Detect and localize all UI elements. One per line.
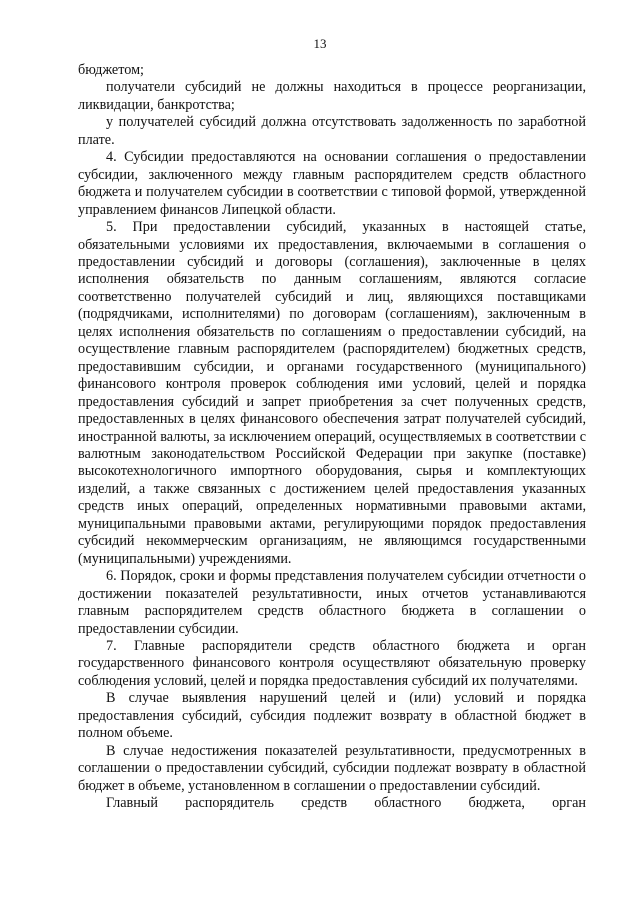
paragraph-item-4: 4. Субсидии предоставляются на основании соглашения о предоставлении субсидии, заключенного между главным распорядителем средств областного бюджета и получателем субсидии в соответствии с типовой формой, утвержденной управлением финансов Липецкой области.	[78, 149, 586, 218]
paragraph-indicators-refund: В случае недостижения показателей результативности, предусмотренных в соглашении о предоставлении субсидий, субсидии подлежат возврату в областной бюджет в объеме, установленном в соглашении о предоставлении субсидий.	[78, 742, 586, 794]
paragraph-item-5: 5. При предоставлении субсидий, указанных в настоящей статье, обязательными условиями их предоставления, включаемыми в соглашения о предоставлении субсидий и договоры (соглашения), заключенные в целях исполнения обязательств по данным соглашениям, являются согласие соответственно получателей субсидий и лиц, являющихся поставщиками (подрядчиками, исполнителями) по договорам (соглашениям), заключенным в целях исполнения обязательств по соглашениям о предоставлении субсидий, на осуществление главным распорядителем (распорядителем) бюджетных средств, предоставившим субсидии, и органами государственного (муниципального) финансового контроля проверок соблюдения ими условий, целей и порядка предоставления субсидий и запрет приобретения за счет полученных средств, предоставленных в целях финансового обеспечения затрат получателей субсидий, иностранной валюты, за исключением операций, осуществляемых в соответствии с валютным законодательством Российской Федерации при закупке (поставке) высокотехнологичного импортного оборудования, сырья и комплектующих изделий, а также связанных с достижением целей предоставления указанных средств иных операций, определенных нормативными правовыми актами, муниципальными правовыми актами, регулирующими порядок предоставления субсидий некоммерческим организациям, не являющимся государственными (муниципальными) учреждениями.	[78, 219, 586, 567]
paragraph-item-7: 7. Главные распорядители средств областного бюджета и орган государственного финансового контроля осуществляют обязательную проверку соблюдения условий, целей и порядка предоставления субсидий их получателями.	[78, 637, 586, 689]
paragraph-chief-administrator: Главный распорядитель средств областного бюджета, орган	[106, 795, 586, 812]
paragraph-reorganization: получатели субсидий не должны находиться в процессе реорганизации, ликвидации, банкротства;	[78, 79, 586, 113]
paragraph-item-6: 6. Порядок, сроки и формы представления получателем субсидии отчетности о достижении показателей результативности, иных отчетов устанавливаются главным распорядителем средств областного бюджета в соглашении о предоставлении субсидии.	[78, 568, 586, 637]
paragraph-continuation: бюджетом;	[78, 62, 144, 78]
body-text	[78, 62, 586, 812]
paragraph-violation-refund: В случае выявления нарушений целей и (или) условий и порядка предоставления субсидий, субсидия подлежит возврату в областной бюджет в полном объеме.	[78, 690, 586, 742]
paragraph-no-wage-debt: у получателей субсидий должна отсутствовать задолженность по заработной плате.	[78, 114, 586, 148]
page-number: 13	[313, 36, 327, 51]
